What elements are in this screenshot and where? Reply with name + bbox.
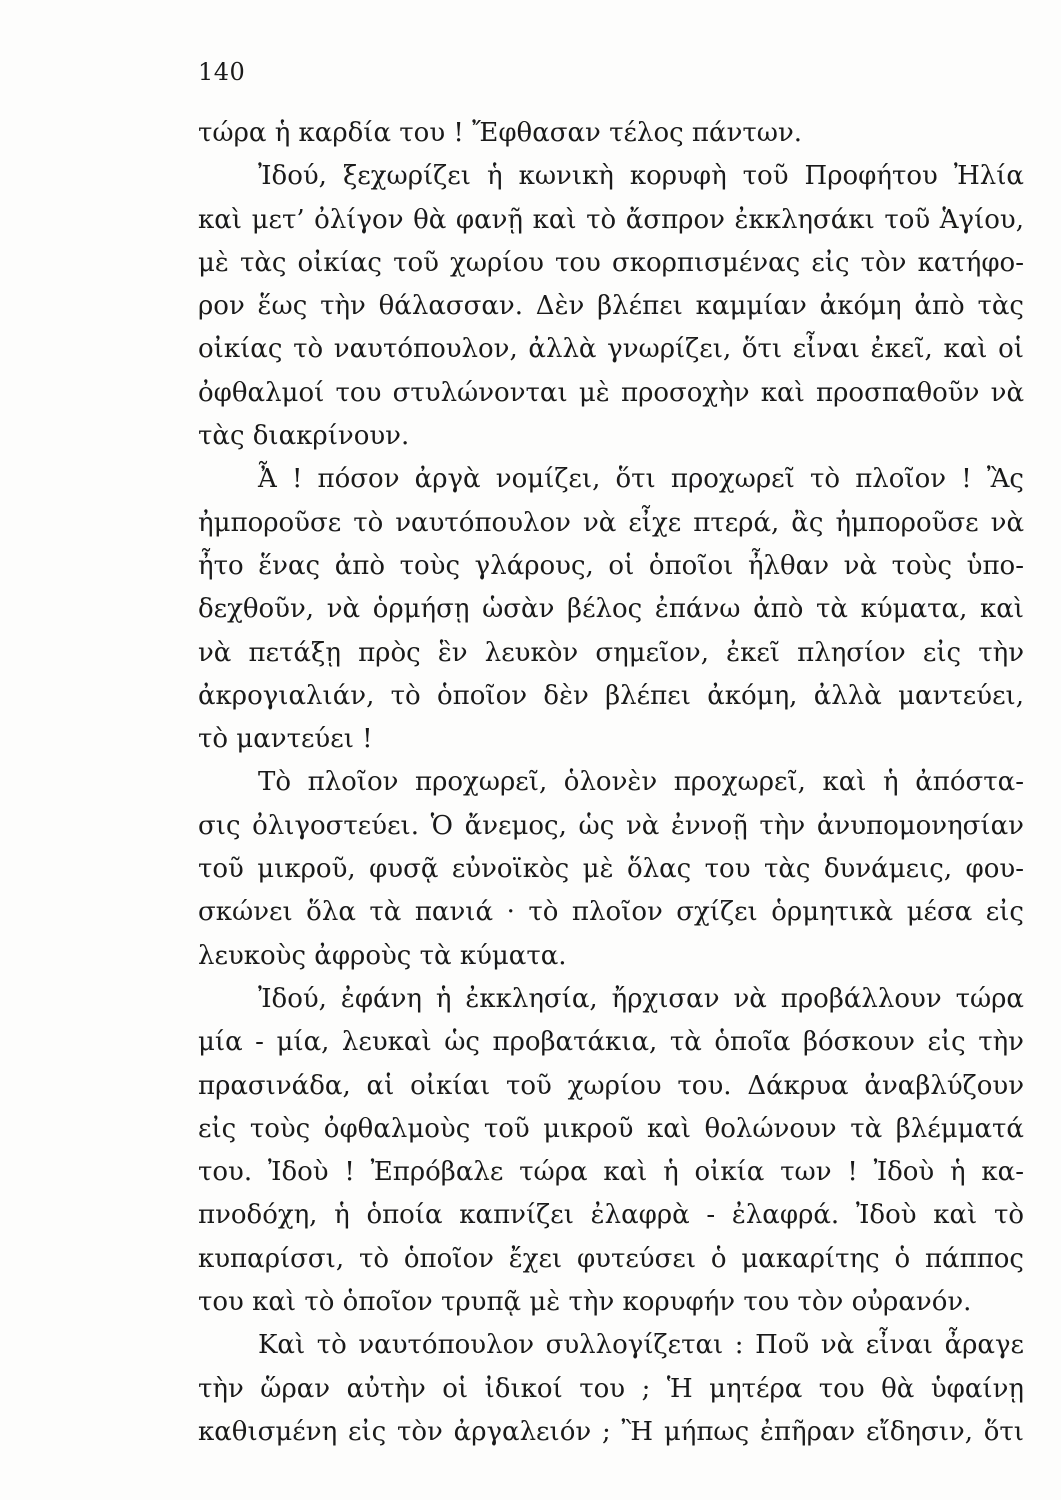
text-line: σκώνει ὅλα τὰ πανιά · τὸ πλοῖον σχίζει ὁρμητικὰ μέσα εἰς bbox=[198, 897, 1024, 928]
text-line: πνοδόχη, ἡ ὁποία καπνίζει ἐλαφρὰ - ἐλαφρά. Ἰδοὺ καὶ τὸ bbox=[198, 1200, 1024, 1231]
text-line: μὲ τὰς οἰκίας τοῦ χωρίου του σκορπισμένας εἰς τὸν κατήφο- bbox=[198, 247, 1024, 278]
text-line: ἠμποροῦσε τὸ ναυτόπουλον νὰ εἶχε πτερά, ἂς ἠμποροῦσε νὰ bbox=[198, 507, 1024, 538]
text-line: τοῦ μικροῦ, φυσᾷ εὐνοϊκὸς μὲ ὅλας του τὰς δυνάμεις, φου- bbox=[198, 854, 1024, 885]
text-line: Ἆ ! πόσον ἀργὰ νομίζει, ὅτι προχωρεῖ τὸ πλοῖον ! Ἂς bbox=[258, 464, 1024, 495]
text-line: σις ὀλιγοστεύει. Ὁ ἄνεμος, ὡς νὰ ἐννοῇ τὴν ἀνυπομονησίαν bbox=[198, 810, 1024, 841]
text-line: τὸ μαντεύει ! bbox=[198, 724, 373, 755]
text-line: κυπαρίσσι, τὸ ὁποῖον ἔχει φυτεύσει ὁ μακαρίτης ὁ πάππος bbox=[198, 1243, 1024, 1274]
text-line: ρον ἕως τὴν θάλασσαν. Δὲν βλέπει καμμίαν ἀκόμη ἀπὸ τὰς bbox=[198, 291, 1024, 322]
text-line: πρασινάδα, αἱ οἰκίαι τοῦ χωρίου του. Δάκρυα ἀναβλύζουν bbox=[198, 1070, 1024, 1101]
text-line: τώρα ἡ καρδία του ! Ἔφθασαν τέλος πάντων. bbox=[198, 118, 803, 148]
text-line: Τὸ πλοῖον προχωρεῖ, ὁλονὲν προχωρεῖ, καὶ ἡ ἀπόστα- bbox=[258, 767, 1024, 798]
text-line: Ἰδού, ξεχωρίζει ἡ κωνικὴ κορυφὴ τοῦ Προφήτου Ἠλία bbox=[258, 161, 1024, 192]
text-line: νὰ πετάξῃ πρὸς ἓν λευκὸν σημεῖον, ἐκεῖ πλησίον εἰς τὴν bbox=[198, 637, 1024, 668]
text-line: Ἰδού, ἐφάνη ἡ ἐκκλησία, ἤρχισαν νὰ προβάλλουν τώρα bbox=[258, 983, 1024, 1014]
text-line: δεχθοῦν, νὰ ὁρμήσῃ ὡσὰν βέλος ἐπάνω ἀπὸ τὰ κύματα, καὶ bbox=[198, 594, 1024, 625]
text-line: εἰς τοὺς ὀφθαλμοὺς τοῦ μικροῦ καὶ θολώνουν τὰ βλέμματά bbox=[198, 1113, 1024, 1144]
body-text bbox=[198, 112, 1024, 1454]
text-line: καὶ μετ’ ὀλίγον θὰ φανῇ καὶ τὸ ἄσπρον ἐκκλησάκι τοῦ Ἁγίου, bbox=[198, 204, 1024, 235]
text-line: Καὶ τὸ ναυτόπουλον συλλογίζεται : Ποῦ νὰ εἶναι ἆραγε bbox=[258, 1330, 1024, 1361]
text-line: καθισμένη εἰς τὸν ἀργαλειόν ; Ἢ μήπως ἐπῆραν εἴδησιν, ὅτι bbox=[198, 1416, 1024, 1447]
text-line: λευκοὺς ἀφροὺς τὰ κύματα. bbox=[198, 940, 567, 971]
text-line: του. Ἰδοὺ ! Ἐπρόβαλε τώρα καὶ ἡ οἰκία των ! Ἰδοὺ ἡ κα- bbox=[198, 1157, 1024, 1188]
text-line: του καὶ τὸ ὁποῖον τρυπᾷ μὲ τὴν κορυφήν του τὸν οὐρανόν. bbox=[198, 1287, 972, 1318]
text-line: ἀκρογιαλιάν, τὸ ὁποῖον δὲν βλέπει ἀκόμη, ἀλλὰ μαντεύει, bbox=[198, 680, 1024, 711]
text-line: ὀφθαλμοί του στυλώνονται μὲ προσοχὴν καὶ προσπαθοῦν νὰ bbox=[198, 377, 1024, 408]
page-number: 140 bbox=[198, 58, 246, 86]
text-line: μία - μία, λευκαὶ ὡς προβατάκια, τὰ ὁποῖα βόσκουν εἰς τὴν bbox=[198, 1027, 1024, 1058]
text-line: τὰς διακρίνουν. bbox=[198, 421, 410, 452]
text-line: ἦτο ἕνας ἀπὸ τοὺς γλάρους, οἱ ὁποῖοι ἦλθαν νὰ τοὺς ὑπο- bbox=[198, 550, 1024, 581]
text-line: τὴν ὥραν αὐτὴν οἱ ἰδικοί του ; Ἡ μητέρα του θὰ ὑφαίνῃ bbox=[198, 1373, 1024, 1404]
text-line: οἰκίας τὸ ναυτόπουλον, ἀλλὰ γνωρίζει, ὅτι εἶναι ἐκεῖ, καὶ οἱ bbox=[198, 334, 1024, 365]
